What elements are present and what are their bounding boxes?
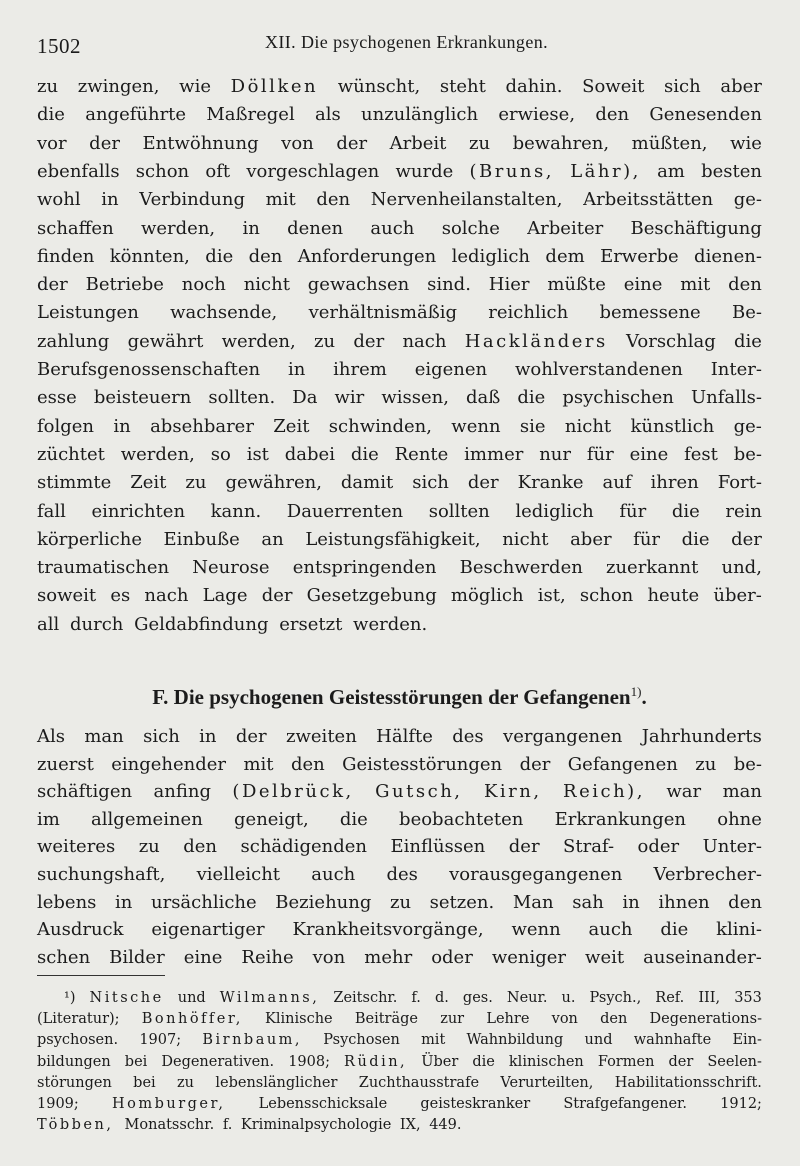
section-heading-text: F. Die psychogenen Geistesstörungen der Gefangenen — [152, 685, 631, 709]
text-line: Ausdruck eigenartiger Krankheitsvorgänge, wenn auch die klini- — [37, 919, 762, 940]
text-line: im allgemeinen geneigt, die beobachteten Erkrankungen ohne — [37, 809, 762, 830]
text-line: schäftigen anfing (Delbrück, Gutsch, Kirn, Reich), war man — [37, 781, 762, 802]
text-line: (Literatur); Bonhöffer, Klinische Beiträge zur Lehre von den Degenerations- — [37, 1011, 762, 1027]
text-line: die angeführte Maßregel als unzulänglich erwiese, den Genesenden — [37, 104, 762, 125]
text-line: Berufsgenossenschaften in ihrem eigenen wohlverstandenen Inter- — [37, 359, 762, 380]
footnote-rule — [37, 975, 165, 976]
text-line: lebens in ursächliche Beziehung zu setzen. Man sah in ihnen den — [37, 892, 762, 913]
text-line: Als man sich in der zweiten Hälfte des vergangenen Jahrhunderts — [37, 726, 762, 747]
text-line: zu zwingen, wie Döllken wünscht, steht dahin. Soweit sich aber — [37, 76, 762, 97]
text-line: fall einrichten kann. Dauerrenten sollten lediglich für die rein — [37, 501, 762, 522]
text-line: traumatischen Neurose entspringenden Beschwerden zuerkannt und, — [37, 557, 762, 578]
text-line: soweit es nach Lage der Gesetzgebung möglich ist, schon heute über- — [37, 585, 762, 606]
text-line: stimmte Zeit zu gewähren, damit sich der Kranke auf ihren Fort- — [37, 472, 762, 493]
text-line: wohl in Verbindung mit den Nervenheilanstalten, Arbeitsstätten ge- — [37, 189, 762, 210]
text-line: psychosen. 1907; Birnbaum, Psychosen mit Wahnbildung und wahnhafte Ein- — [37, 1032, 762, 1048]
text-line: zuerst eingehender mit den Geistesstörungen der Gefangenen zu be- — [37, 754, 762, 775]
text-line: finden könnten, die den Anforderungen lediglich dem Erwerbe dienen- — [37, 246, 762, 267]
text-line: esse beisteuern sollten. Da wir wissen, daß die psychischen Unfalls- — [37, 387, 762, 408]
running-head: XII. Die psychogenen Erkrankungen. — [265, 32, 549, 52]
text-line: ebenfalls schon oft vorgeschlagen wurde (Bruns, Lähr), am besten — [37, 161, 762, 182]
page-header — [37, 30, 762, 60]
text-line: suchungshaft, vielleicht auch des vorausgegangenen Verbrecher- — [37, 864, 762, 885]
text-line: Leistungen wachsende, verhältnismäßig reichlich bemessene Be- — [37, 302, 762, 323]
text-line: körperliche Einbuße an Leistungsfähigkeit, nicht aber für die der — [37, 529, 762, 550]
text-line: Többen, Monatsschr. f. Kriminalpsychologie IX, 449. — [37, 1117, 471, 1133]
section-heading: F. Die psychogenen Geistesstörungen der Gefangenen$^{1)}$. — [152, 684, 647, 709]
text-line: zahlung gewährt werden, zu der nach Hackländers Vorschlag die — [37, 331, 762, 352]
text-line: all durch Geldabfindung ersetzt werden. — [37, 614, 438, 635]
text-line: folgen in absehbarer Zeit schwinden, wenn sie nicht künstlich ge- — [37, 416, 762, 437]
footnote-mark: 1) — [630, 684, 642, 699]
text-line: störungen bei zu lebenslänglicher Zuchthausstrafe Verurteilten, Habilitationsschrift. — [37, 1075, 762, 1091]
text-line: vor der Entwöhnung von der Arbeit zu bewahren, müßten, wie — [37, 133, 762, 154]
text-line: 1909; Homburger, Lebensschicksale geisteskranker Strafgefangener. 1912; — [37, 1096, 762, 1112]
text-line: ¹) Nitsche und Wilmanns, Zeitschr. f. d. ges. Neur. u. Psych., Ref. III, 353 — [64, 990, 762, 1006]
text-line: weiteres zu den schädigenden Einflüssen der Straf- oder Unter- — [37, 836, 762, 857]
text-line: schen Bilder eine Reihe von mehr oder weniger weit auseinander- — [37, 947, 762, 968]
page-number: 1502 — [37, 34, 81, 58]
text-line: schaffen werden, in denen auch solche Arbeiter Beschäftigung — [37, 218, 762, 239]
text-line: züchtet werden, so ist dabei die Rente immer nur für eine fest be- — [37, 444, 762, 465]
text-line: bildungen bei Degenerativen. 1908; Rüdin, Über die klinischen Formen der Seelen- — [37, 1054, 762, 1070]
text-line: der Betriebe noch nicht gewachsen sind. Hier müßte eine mit den — [37, 274, 762, 295]
